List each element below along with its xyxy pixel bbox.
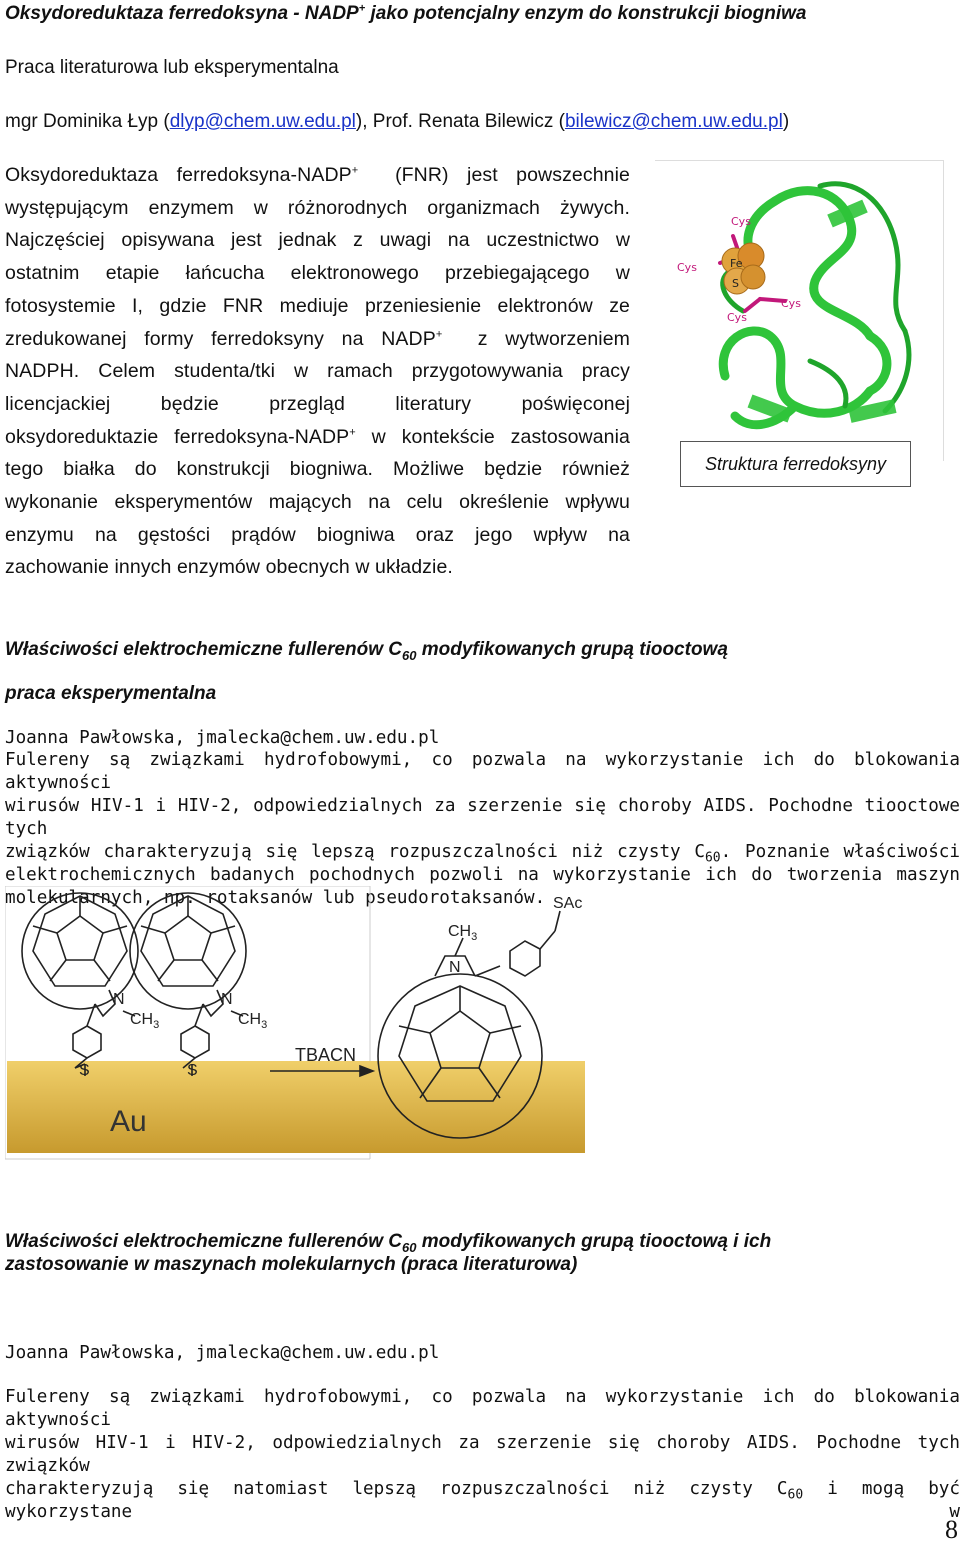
section2-kind: praca eksperymentalna [5, 683, 217, 704]
s-atom-label: S [79, 1062, 90, 1079]
section3-body [5, 1386, 960, 1524]
body-line: Najczęściej opisywana jest jednak z uwagi na uczestnictwo w [5, 229, 630, 252]
body-line: Oksydoreduktaza ferredoksyna-NADP+ (FNR) jest powszechnie [5, 164, 630, 186]
cys-label: Cys [727, 311, 747, 324]
body-line: molekularnych, np. rotaksanów lub pseudorotaksanów. [5, 888, 546, 908]
reagent-label: TBACN [295, 1045, 357, 1065]
email-link-bilewicz[interactable]: bilewicz@chem.uw.edu.pl [564, 111, 783, 132]
methyl-label: $CH_3$ [448, 923, 478, 943]
n-atom-label: N [449, 959, 461, 976]
body-line: związków charakteryzują się lepszą rozpuszczalności niż czysty $C_{60}$. Poznanie właściwości [5, 842, 960, 866]
n-atom-label: N [113, 991, 125, 1008]
body-line: enzymu na gęstości prądów biogniwa oraz jego wpływ na [5, 523, 630, 546]
body-line: tego białka do konstrukcji biogniwa. Możliwe będzie również [5, 458, 630, 481]
thioacetate-label: SAc [553, 895, 583, 912]
cys-label: Cys [781, 297, 801, 310]
s-label: S [732, 277, 739, 290]
section1-authors: mgr Dominika Łyp (dlyp@chem.uw.edu.pl), Prof. Renata Bilewicz (bilewicz@chem.uw.edu.pl) [5, 111, 790, 132]
body-line: licencjackiej będzie przegląd literatury poświęconej [5, 392, 630, 415]
section2-author: Joanna Pawłowska, jmalecka@chem.uw.edu.pl [5, 728, 440, 748]
section2-title: Właściwości elektrochemiczne fullerenów $C_{60}$ modyfikowanych grupą tiooctową [5, 639, 728, 663]
body-line: wykonanie eksperymentów mających na celu określenie wpływu [5, 491, 630, 514]
ferredoxin-structure-image [655, 161, 943, 461]
body-line: fotosystemie I, gdzie FNR mediuje przeniesienie elektronów ze [5, 294, 630, 317]
body-line: wirusów HIV-1 i HIV-2, odpowiedzialnych za szerzenie się choroby AIDS. Pochodne tych związków [5, 1433, 960, 1476]
gold-surface [7, 1061, 585, 1153]
body-line: elektrochemicznych badanych pochodnych pozwoli na wykorzystanie ich do tworzenia maszyn [5, 865, 960, 885]
s-atom-label: S [187, 1062, 198, 1079]
fullerene-scheme [5, 886, 595, 1161]
email-link-dlyp[interactable]: dlyp@chem.uw.edu.pl [169, 111, 356, 132]
fullerene-scheme-image [5, 886, 595, 1161]
body-line: wirusów HIV-1 i HIV-2, odpowiedzialnych za szerzenie się choroby AIDS. Pochodne tiooctowe tych [5, 796, 960, 839]
body-line: występującym enzymem w różnorodnych organizmach żywych. [5, 196, 630, 219]
n-atom-label: N [221, 991, 233, 1008]
ferredoxin-figure [655, 160, 944, 461]
body-line: oksydoreduktazie ferredoksyna-NADP+ w kontekście zastosowania [5, 425, 631, 448]
methyl-label: $CH_3$ [238, 1011, 268, 1031]
page-number: 8 [945, 1515, 958, 1544]
body-line: zredukowanej formy ferredoksyny na NADP+ z wytworzeniem [5, 327, 630, 350]
body-line: zachowanie innych enzymów obecnych w układzie. [5, 556, 453, 579]
body-line: NADPH. Celem studenta/tki w ramach przygotowywania pracy [5, 360, 630, 383]
body-line: ostatnim etapie łańcucha elektronowego przebiegającego w [5, 262, 630, 285]
cys-label: Cys [677, 261, 697, 274]
au-label: Au [110, 1105, 147, 1138]
cys-label: Cys [731, 215, 751, 228]
section1-title: Oksydoreduktaza ferredoksyna - NADP+ jako potencjalny enzym do konstrukcji biogniwa [5, 2, 807, 24]
methyl-label: $CH_3$ [130, 1011, 160, 1031]
fe-label: Fe [730, 257, 743, 270]
section3-title: Właściwości elektrochemiczne fullerenów $C_{60}$ modyfikowanych grupą tiooctową i ich zastosowanie w maszynach molekularnych (praca literaturowa) [5, 1231, 772, 1275]
section3-author: Joanna Pawłowska, jmalecka@chem.uw.edu.pl [5, 1343, 440, 1363]
body-line: charakteryzują się natomiast lepszą rozpuszczalności niż czysty $C_{60}$ i mogą być wykorzystane w [5, 1479, 960, 1522]
section1-body [5, 159, 630, 584]
body-line: Fulereny są związkami hydrofobowymi, co pozwala na wykorzystanie ich do blokowania aktywności [5, 750, 960, 793]
figure-caption: Struktura ferredoksyny [680, 441, 911, 487]
section1-subtitle: Praca literaturowa lub eksperymentalna [5, 57, 339, 78]
body-line: Fulereny są związkami hydrofobowymi, co pozwala na wykorzystanie ich do blokowania aktywności [5, 1387, 960, 1430]
